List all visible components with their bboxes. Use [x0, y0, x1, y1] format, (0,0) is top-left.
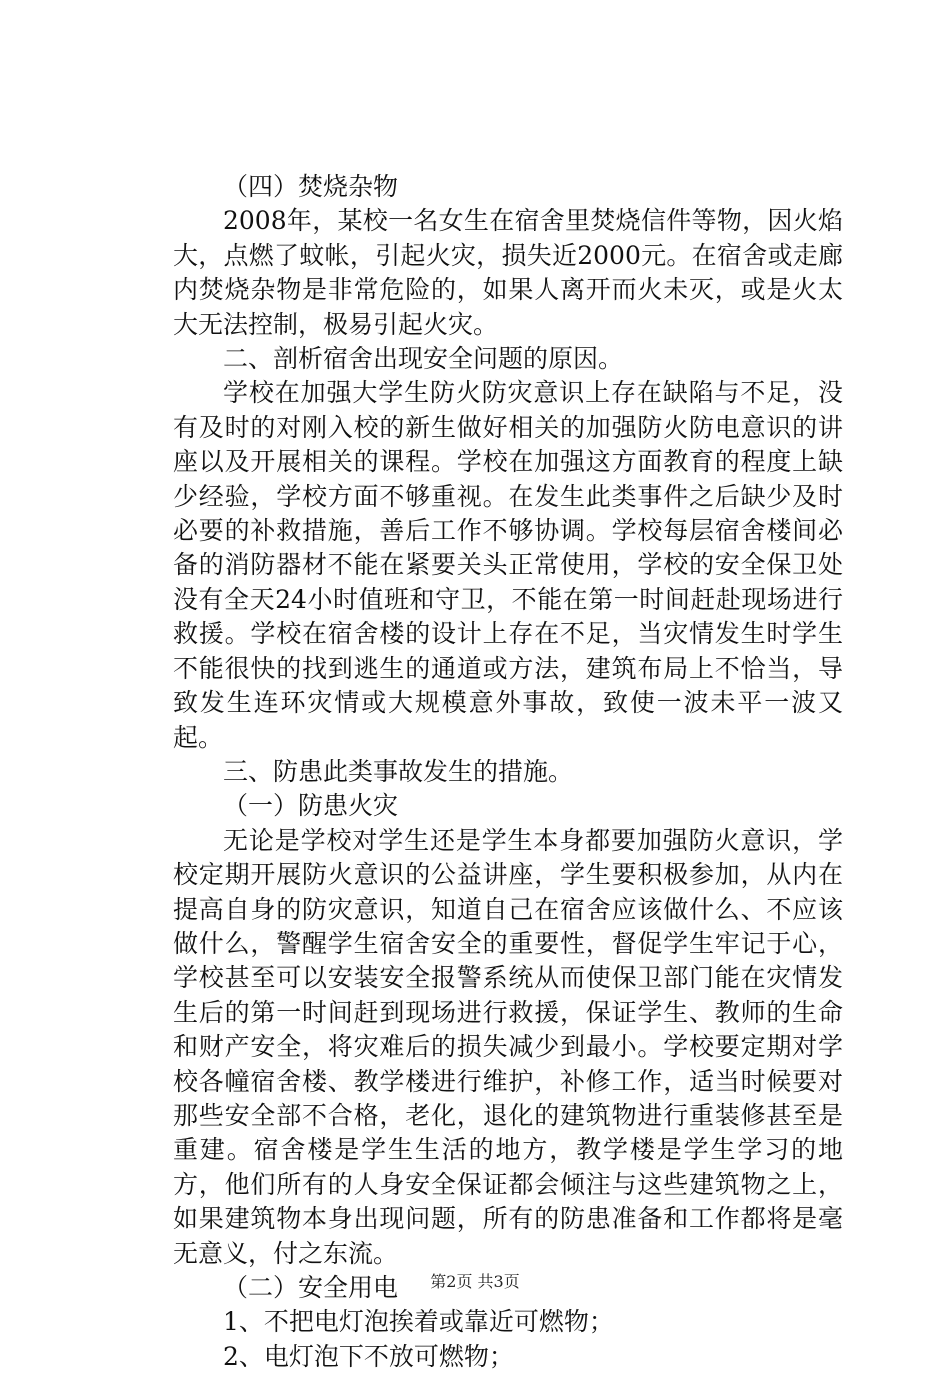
list-item-2: 2、电灯泡下不放可燃物； [223, 1341, 514, 1371]
section-heading-burning-debris: （四）焚烧杂物 [223, 172, 399, 201]
paragraph-causes: 学校在加强大学生防火防灾意识上存在缺陷与不足，没有及时的对刚入校的新生做好相关的加强防火防电意识的讲座以及开展相关的课程。学校在加强这方面教育的程度上缺少经验，学校方面不够重视。在发生此类事件之后缺少及时必要的补救措施，善后工作不够协调。学校每层宿舍楼间必备的消防器材不能在紧要关头正常使用，学校的安全保卫处没有全天24小时值班和守卫，不能在第一时间赶赴现场进行救援。学校在宿舍楼的设计上存在不足，当灾情发生时学生不能很快的找到逃生的通道或方法，建筑布局上不恰当，导致发生连环灾情或大规模意外事故，致使一波未平一波又起。 [173, 378, 843, 752]
section-heading-measures: 三、防患此类事故发生的措施。 [223, 756, 574, 786]
section-heading-electrical-safety: （二）安全用电 [223, 1273, 399, 1302]
list-item-1: 1、不把电灯泡挨着或靠近可燃物； [223, 1307, 614, 1337]
section-heading-causes: 二、剖析宿舍出现安全问题的原因。 [223, 344, 624, 374]
section-heading-fire-prevention: （一）防患火灾 [223, 791, 399, 821]
document-body [173, 170, 843, 1374]
paragraph-fire-prevention: 无论是学校对学生还是学生本身都要加强防火意识，学校定期开展防火意识的公益讲座，学生要积极参加，从内在提高自身的防灾意识，知道自己在宿舍应该做什么、不应该做什么，警醒学生宿舍安全的重要性，督促学生牢记于心，学校甚至可以安装安全报警系统从而使保卫部门能在灾情发生后的第一时间赶到现场进行救援，保证学生、教师的生命和财产安全，将灾难后的损失减少到最小。学校要定期对学校各幢宿舍楼、教学楼进行维护，补修工作，适当时候要对那些安全部不合格，老化，退化的建筑物进行重装修甚至是重建。宿舍楼是学生生活的地方，教学楼是学生学习的地方，他们所有的人身安全保证都会倾注与这些建筑物之上，如果建筑物本身出现问题，所有的防患准备和工作都将是毫无意义，付之东流。 [173, 825, 843, 1268]
paragraph-burning-incident: 2008年，某校一名女生在宿舍里焚烧信件等物，因火焰大，点燃了蚊帐，引起火灾，损失近2000元。在宿舍或走廊内焚烧杂物是非常危险的，如果人离开而火未灭，或是火太大无法控制，极易引起火灾。 [173, 206, 843, 339]
page-number-footer: 第2页 共3页 [430, 1272, 520, 1291]
